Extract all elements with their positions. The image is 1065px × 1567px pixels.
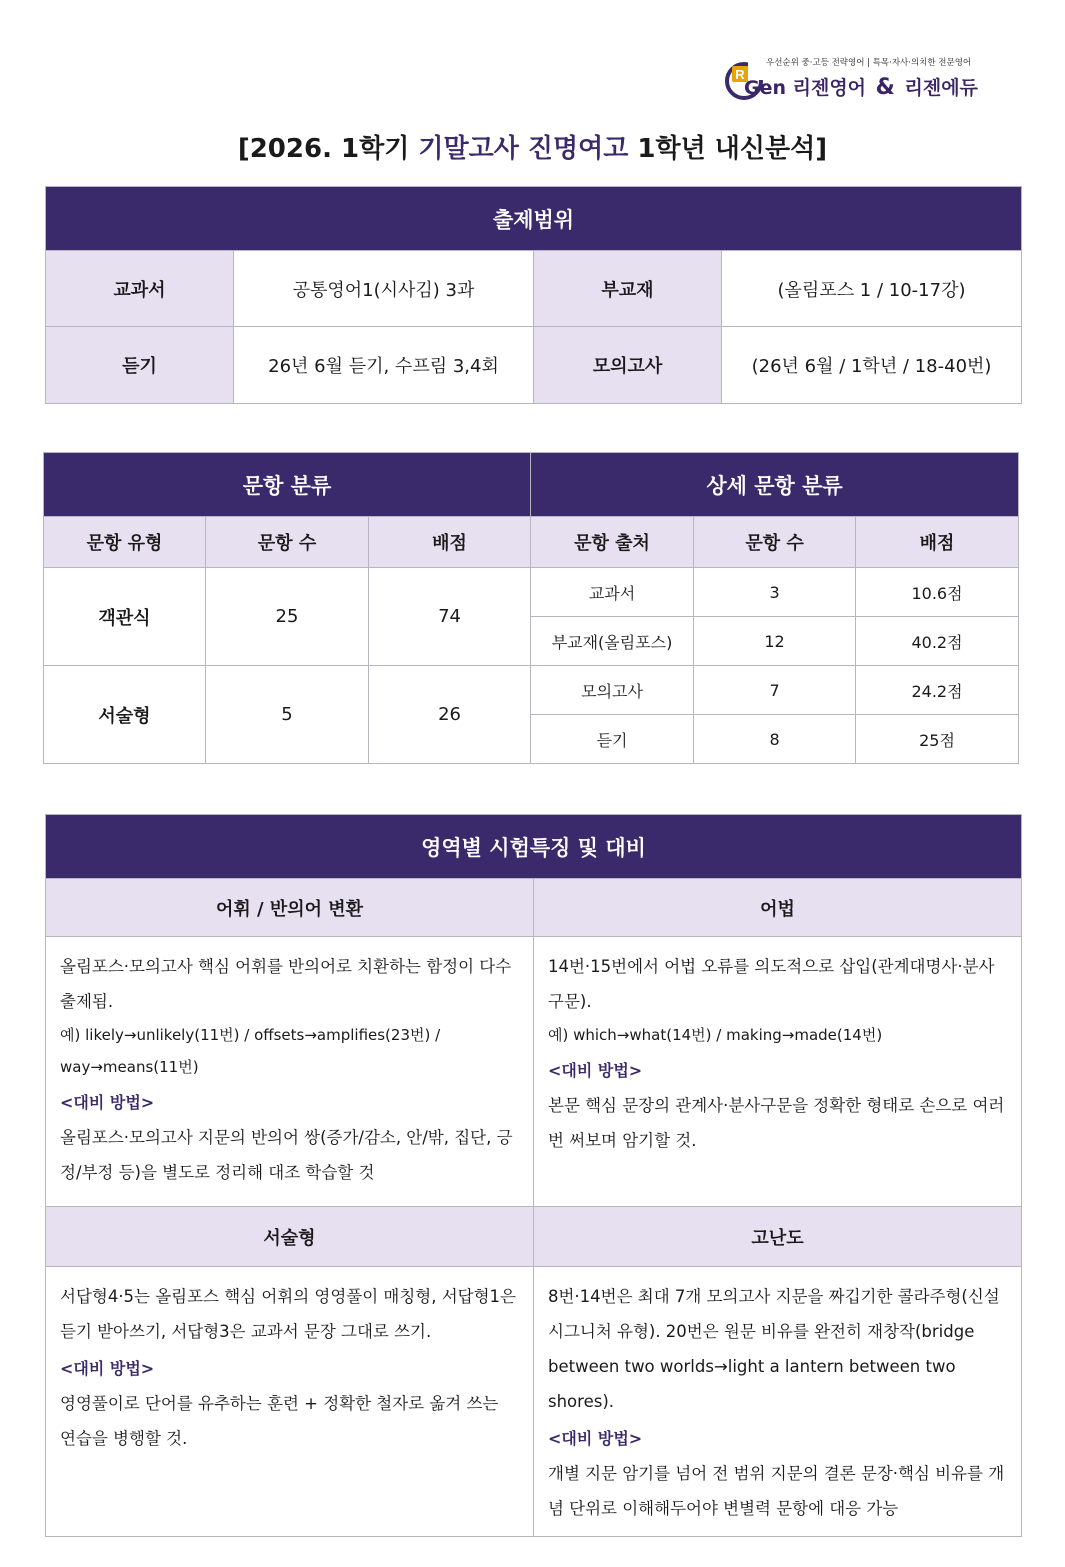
section-text: 14번·15번에서 어법 오류를 의도적으로 삽입(관계대명사·분사구문). bbox=[548, 957, 995, 1011]
type-descriptive-count: 5 bbox=[206, 666, 369, 764]
section-text: 서답형4·5는 올림포스 핵심 어휘의 영영풀이 매칭형, 서답형1은 듣기 받아쓰기, 서답형3은 교과서 문장 그대로 쓰기. bbox=[60, 1287, 516, 1341]
type-descriptive-score: 26 bbox=[369, 666, 531, 764]
detail-count: 3 bbox=[694, 568, 856, 617]
scope-value-supplement: (올림포스 1 / 10-17강) bbox=[722, 251, 1022, 327]
logo-name-right: 리젠에듀 bbox=[904, 77, 978, 99]
section-body-advanced bbox=[534, 1267, 1022, 1537]
title-prefix: [2026. 1학기 bbox=[237, 134, 419, 164]
section-body-descriptive bbox=[46, 1267, 534, 1537]
logo-mark-letter: R bbox=[735, 67, 745, 82]
prep-text: 영영풀이로 단어를 유추하는 훈련 + 정확한 철자로 옮겨 쓰는 연습을 병행할 것. bbox=[60, 1394, 499, 1448]
scope-label-supplement: 부교재 bbox=[534, 251, 722, 327]
section-body-vocab bbox=[46, 937, 534, 1207]
brand-logo bbox=[724, 48, 1014, 106]
column-header: 문항 유형 bbox=[44, 517, 206, 568]
prep-text: 올림포스·모의고사 지문의 반의어 쌍(증가/감소, 안/밖, 집단, 긍정/부정 등)을 별도로 정리해 대조 학습할 것 bbox=[60, 1128, 513, 1182]
classification-header: 문항 분류 bbox=[44, 453, 531, 517]
section-title-descriptive: 서술형 bbox=[46, 1207, 534, 1267]
prep-text: 본문 핵심 문장의 관계사·분사구문을 정확한 형태로 손으로 여러 번 써보며 암기할 것. bbox=[548, 1096, 1005, 1150]
detail-count: 8 bbox=[694, 715, 856, 764]
prep-label: <대비 방법> bbox=[60, 1093, 155, 1112]
logo-brand-name bbox=[744, 73, 978, 100]
detail-source: 듣기 bbox=[531, 715, 694, 764]
scope-value-mock: (26년 6월 / 1학년 / 18-40번) bbox=[722, 327, 1022, 404]
scope-label-listening: 듣기 bbox=[46, 327, 234, 404]
detail-count: 7 bbox=[694, 666, 856, 715]
prep-label: <대비 방법> bbox=[60, 1359, 155, 1378]
section-title-grammar: 어법 bbox=[534, 879, 1022, 937]
column-header: 문항 출처 bbox=[531, 517, 694, 568]
classification-table bbox=[43, 452, 1019, 764]
detail-score: 25점 bbox=[856, 715, 1019, 764]
scope-label-mock: 모의고사 bbox=[534, 327, 722, 404]
detail-score: 24.2점 bbox=[856, 666, 1019, 715]
detail-source: 모의고사 bbox=[531, 666, 694, 715]
scope-value-textbook: 공통영어1(시사김) 3과 bbox=[234, 251, 534, 327]
type-objective-score: 74 bbox=[369, 568, 531, 666]
section-body-grammar bbox=[534, 937, 1022, 1207]
column-header: 배점 bbox=[369, 517, 531, 568]
section-text: 8번·14번은 최대 7개 모의고사 지문을 짜깁기한 콜라주형(신설 시그니처 유형). 20번은 원문 비유를 완전히 재창작(bridge between two worlds→light a lantern between two shores). bbox=[548, 1287, 1000, 1411]
title-highlight: 기말고사 진명여고 bbox=[418, 134, 629, 164]
section-text: 올림포스·모의고사 핵심 어휘를 반의어로 치환하는 함정이 다수 출제됨. bbox=[60, 957, 512, 1011]
section-example: 예) which→what(14번) / making→made(14번) bbox=[548, 1026, 883, 1044]
section-example: 예) likely→unlikely(11번) / offsets→amplifies(23번) / way→means(11번) bbox=[60, 1026, 441, 1076]
column-header: 배점 bbox=[856, 517, 1019, 568]
scope-label-textbook: 교과서 bbox=[46, 251, 234, 327]
section-title-vocab: 어휘 / 반의어 변환 bbox=[46, 879, 534, 937]
scope-header: 출제범위 bbox=[46, 187, 1022, 251]
prep-label: <대비 방법> bbox=[548, 1429, 643, 1448]
features-table bbox=[45, 814, 1022, 1537]
page-title bbox=[0, 128, 1065, 165]
title-suffix: 1학년 내신분석] bbox=[628, 134, 828, 164]
type-descriptive: 서술형 bbox=[44, 666, 206, 764]
type-objective: 객관식 bbox=[44, 568, 206, 666]
column-header: 문항 수 bbox=[206, 517, 369, 568]
prep-label: <대비 방법> bbox=[548, 1061, 643, 1080]
logo-ampersand: & bbox=[875, 75, 895, 100]
features-header: 영역별 시험특징 및 대비 bbox=[46, 815, 1022, 879]
detail-count: 12 bbox=[694, 617, 856, 666]
detail-score: 10.6점 bbox=[856, 568, 1019, 617]
section-title-advanced: 고난도 bbox=[534, 1207, 1022, 1267]
type-objective-count: 25 bbox=[206, 568, 369, 666]
logo-tagline: 우선순위 중·고등 전략영어 | 특목·자사·의치한 전문영어 bbox=[766, 58, 972, 68]
scope-table bbox=[45, 186, 1022, 404]
detail-source: 교과서 bbox=[531, 568, 694, 617]
logo-name-left: Gen 리젠영어 bbox=[744, 77, 867, 99]
detail-source: 부교재(올림포스) bbox=[531, 617, 694, 666]
detail-score: 40.2점 bbox=[856, 617, 1019, 666]
prep-text: 개별 지문 암기를 넘어 전 범위 지문의 결론 문장·핵심 비유를 개념 단위로 이해해두어야 변별력 문항에 대응 가능 bbox=[548, 1464, 1005, 1518]
scope-value-listening: 26년 6월 듣기, 수프림 3,4회 bbox=[234, 327, 534, 404]
detail-classification-header: 상세 문항 분류 bbox=[531, 453, 1019, 517]
column-header: 문항 수 bbox=[694, 517, 856, 568]
